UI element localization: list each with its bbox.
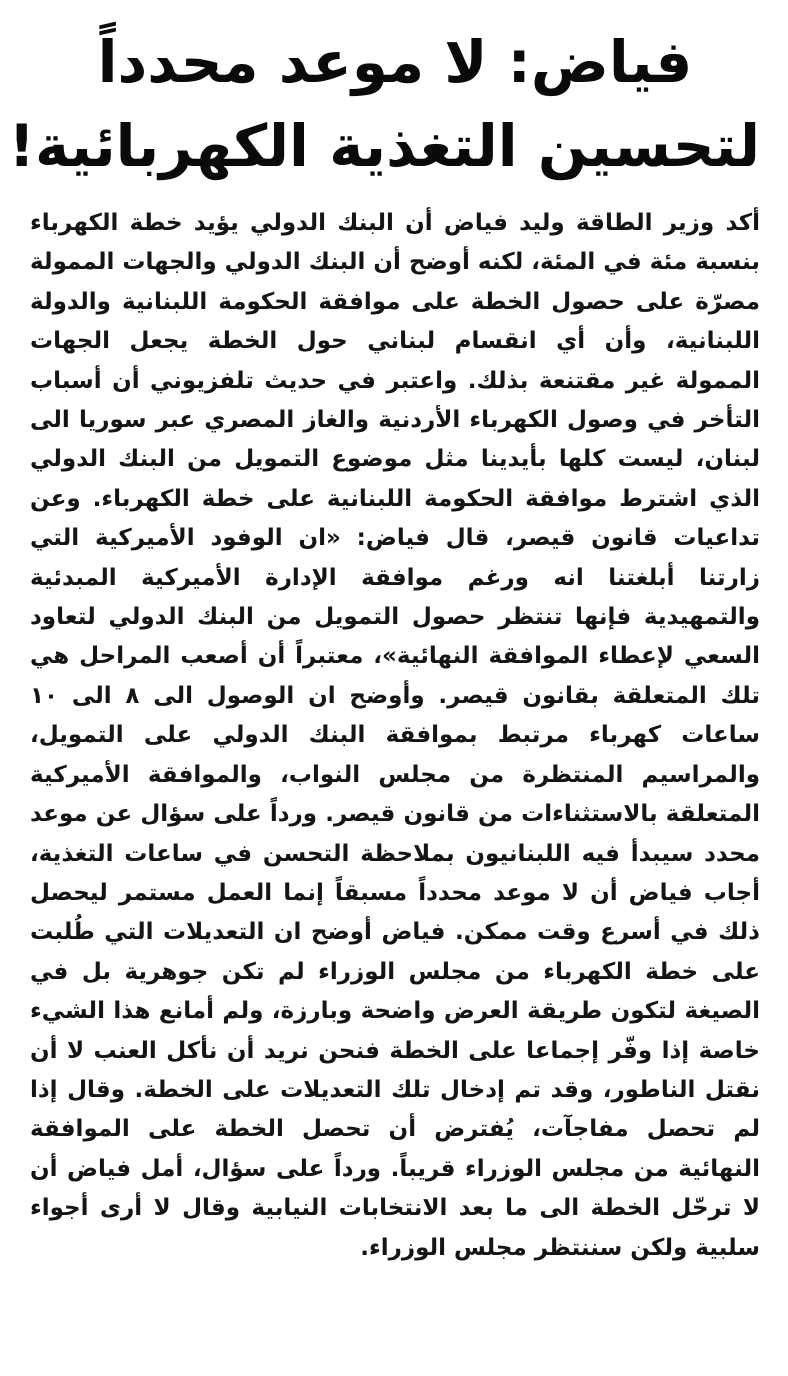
article-headline <box>8 20 760 188</box>
headline-line-2: لتحسين التغذية الكهربائية! <box>8 112 760 180</box>
article-body: أكد وزير الطاقة وليد فياض أن البنك الدولي يؤيد خطة الكهرباء بنسبة مئة في المئة، لكنه أوضح أن البنك الدولي والجهات الممولة مصرّة على حصول الخطة على موافقة الحكومة اللبنانية والدولة اللبنانية، وأن أي انقسام لبناني حول الخطة يجعل الجهات الممولة غير مقتنعة بذلك. واعتبر في حديث تلفزيوني أن أسباب التأخر في وصول الكهرباء الأردنية والغاز المصري عبر سوريا الى لبنان، ليست كلها بأيدينا مثل موضوع التمويل من البنك الدولي الذي اشترط موافقة الحكومة اللبنانية على خطة الكهرباء. وعن تداعيات قانون قيصر، قال فياض: «ان الوفود الأميركية التي زارتنا أبلغتنا انه ورغم موافقة الإدارة الأميركية المبدئية والتمهيدية فإنها تنتظر حصول التمويل من البنك الدولي لتعاود السعي لإعطاء الموافقة النهائية»، معتبراً أن أصعب المراحل هي تلك المتعلقة بقانون قيصر. وأوضح ان الوصول الى ٨ الى ١٠ ساعات كهرباء مرتبط بموافقة البنك الدولي على التمويل، والمراسيم المنتظرة من مجلس النواب، والموافقة الأميركية المتعلقة بالاستثناءات من قانون قيصر. ورداً على سؤال عن موعد محدد سيبدأ فيه اللبنانيون بملاحظة التحسن في ساعات التغذية، أجاب فياض أن لا موعد محدداً مسبقاً إنما العمل مستمر ليحصل ذلك في أسرع وقت ممكن. فياض أوضح ان التعديلات التي طُلبت على خطة الكهرباء من مجلس الوزراء لم تكن جوهرية بل في الصيغة لتكون طريقة العرض واضحة وبارزة، ولم أمانع هذا الشيء خاصة إذا وفّر إجماعا على الخطة فنحن نريد أن نأكل العنب لا أن نقتل الناطور، وقد تم إدخال تلك التعديلات على الخطة. وقال إذا لم تحصل مفاجآت، يُفترض أن تحصل الخطة على الموافقة النهائية من مجلس الوزراء قريباً. ورداً على سؤال، أمل فياض أن لا ترحّل الخطة الى ما بعد الانتخابات النيابية وقال لا أرى أجواء سلبية ولكن سننتظر مجلس الوزراء. <box>29 210 760 1261</box>
headline-line-1: فياض: لا موعد محدداً <box>97 28 693 96</box>
news-article <box>8 20 760 1268</box>
